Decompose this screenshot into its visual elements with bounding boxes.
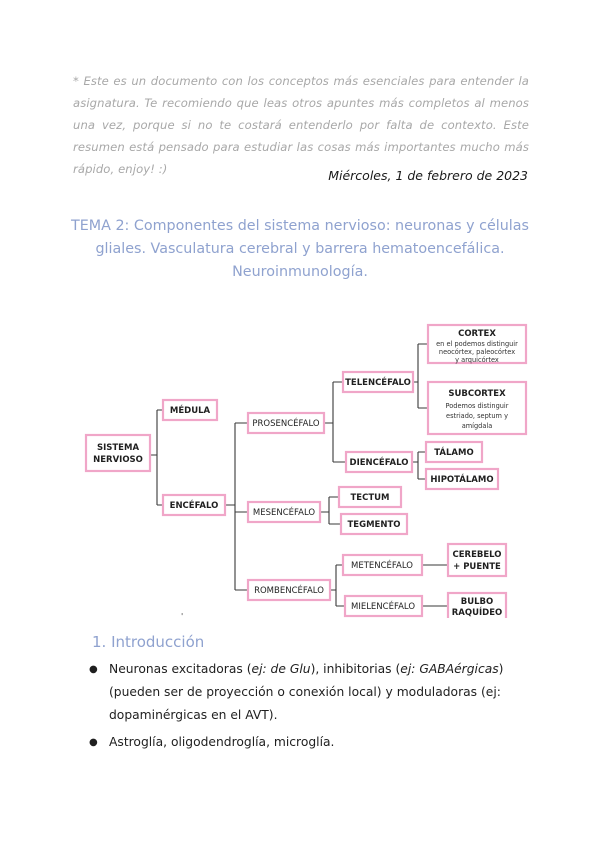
node-hipotalamo-label: HIPOTÁLAMO [430,475,494,485]
section-title: 1. Introducción [92,633,205,651]
node-mesencefalo-label: MESENCÉFALO [252,508,316,518]
node-telencefalo [343,372,413,392]
node-rombencefalo [248,580,330,600]
node-sistema-line2: NERVIOSO [93,455,143,465]
stray-mark: ' [181,612,184,621]
node-tegmento-label: TEGMENTO [347,520,401,530]
node-cortex [428,325,526,364]
node-encefalo-label: ENCÉFALO [169,501,219,511]
node-tectum-label: TECTUM [350,493,390,503]
node-mesencefalo [248,502,320,522]
node-metencefalo [343,555,422,575]
node-cortex-line3: y arquicórtex [455,356,499,364]
node-mielencefalo [345,596,422,616]
bullet-1-text-b: ), inhibitorias ( [310,662,401,676]
node-telencefalo-label: TELENCÉFALO [345,378,411,388]
node-subcortex-line2: estriado, septum y [446,412,508,420]
node-encefalo [163,495,225,515]
bullet-2-text: Astroglía, oligodendroglía, microglía. [109,735,335,749]
node-tegmento [341,514,407,534]
bullet-dot-icon: ● [89,664,98,675]
node-medula [163,400,217,420]
node-cortex-line2: neocórtex, paleocórtex [438,348,516,356]
node-bulbo-line2: RAQUÍDEO [451,608,503,618]
node-prosencefalo [248,413,324,433]
node-sistema-nervioso [86,435,150,471]
node-sistema-line1: SISTEMA [96,443,140,453]
bullet-1-text-c: ) (pueden ser de proyección o conexión local) y moduladoras (ej: dopaminérgicas en el AVT). [109,662,504,722]
node-bulbo-line1: BULBO [460,597,494,607]
topic-title: TEMA 2: Componentes del sistema nervioso: neuronas y células gliales. Vasculatura cerebral y barrera hematoencefálica. Neuroinmunología. [71,218,529,280]
bullet-1-text-a: Neuronas excitadoras ( [109,662,252,676]
node-diencefalo-label: DIENCÉFALO [349,458,409,468]
nervous-system-diagram [0,318,600,618]
node-subcortex-title: SUBCORTEX [448,389,506,399]
node-prosencefalo-label: PROSENCÉFALO [252,419,320,429]
node-cortex-line1: en el podemos distinguir [436,340,518,348]
document-date: Miércoles, 1 de febrero de 2023 [328,168,528,183]
node-subcortex-line3: amígdala [461,422,493,430]
node-medula-label: MÉDULA [169,406,211,416]
node-mielencefalo-label: MIELENCÉFALO [350,602,416,612]
node-cerebelo-line2: + PUENTE [453,562,501,572]
node-talamo [426,442,482,462]
node-tectum [339,487,401,507]
node-hipotalamo [426,469,498,489]
bullet-1-example-glu: ej: de Glu [251,662,311,676]
list-item [88,658,538,727]
node-subcortex [428,382,526,434]
node-rombencefalo-label: ROMBENCÉFALO [254,586,324,596]
bullet-list [88,658,538,758]
bullet-1-example-gaba: ej: GABAérgicas [400,662,499,676]
intro-note: * Este es un documento con los conceptos más esenciales para entender la asignatura. Te recomiendo que leas otros apuntes más completos al menos una vez, porque si no te costará entenderlo por falta de contexto. Este resumen está pensado para estudiar las cosas más importantes mucho más rápido, enjoy! :) [73,74,529,176]
list-item [88,731,538,754]
node-cortex-title: CORTEX [458,329,496,339]
bullet-dot-icon: ● [89,737,98,748]
node-subcortex-line1: Podemos distinguir [445,402,509,410]
node-diencefalo [346,452,412,472]
node-talamo-label: TÁLAMO [434,448,474,458]
node-bulbo [448,593,506,618]
node-cerebelo-line1: CEREBELO [452,550,502,560]
node-cerebelo [448,544,506,576]
node-metencefalo-label: METENCÉFALO [351,561,413,571]
